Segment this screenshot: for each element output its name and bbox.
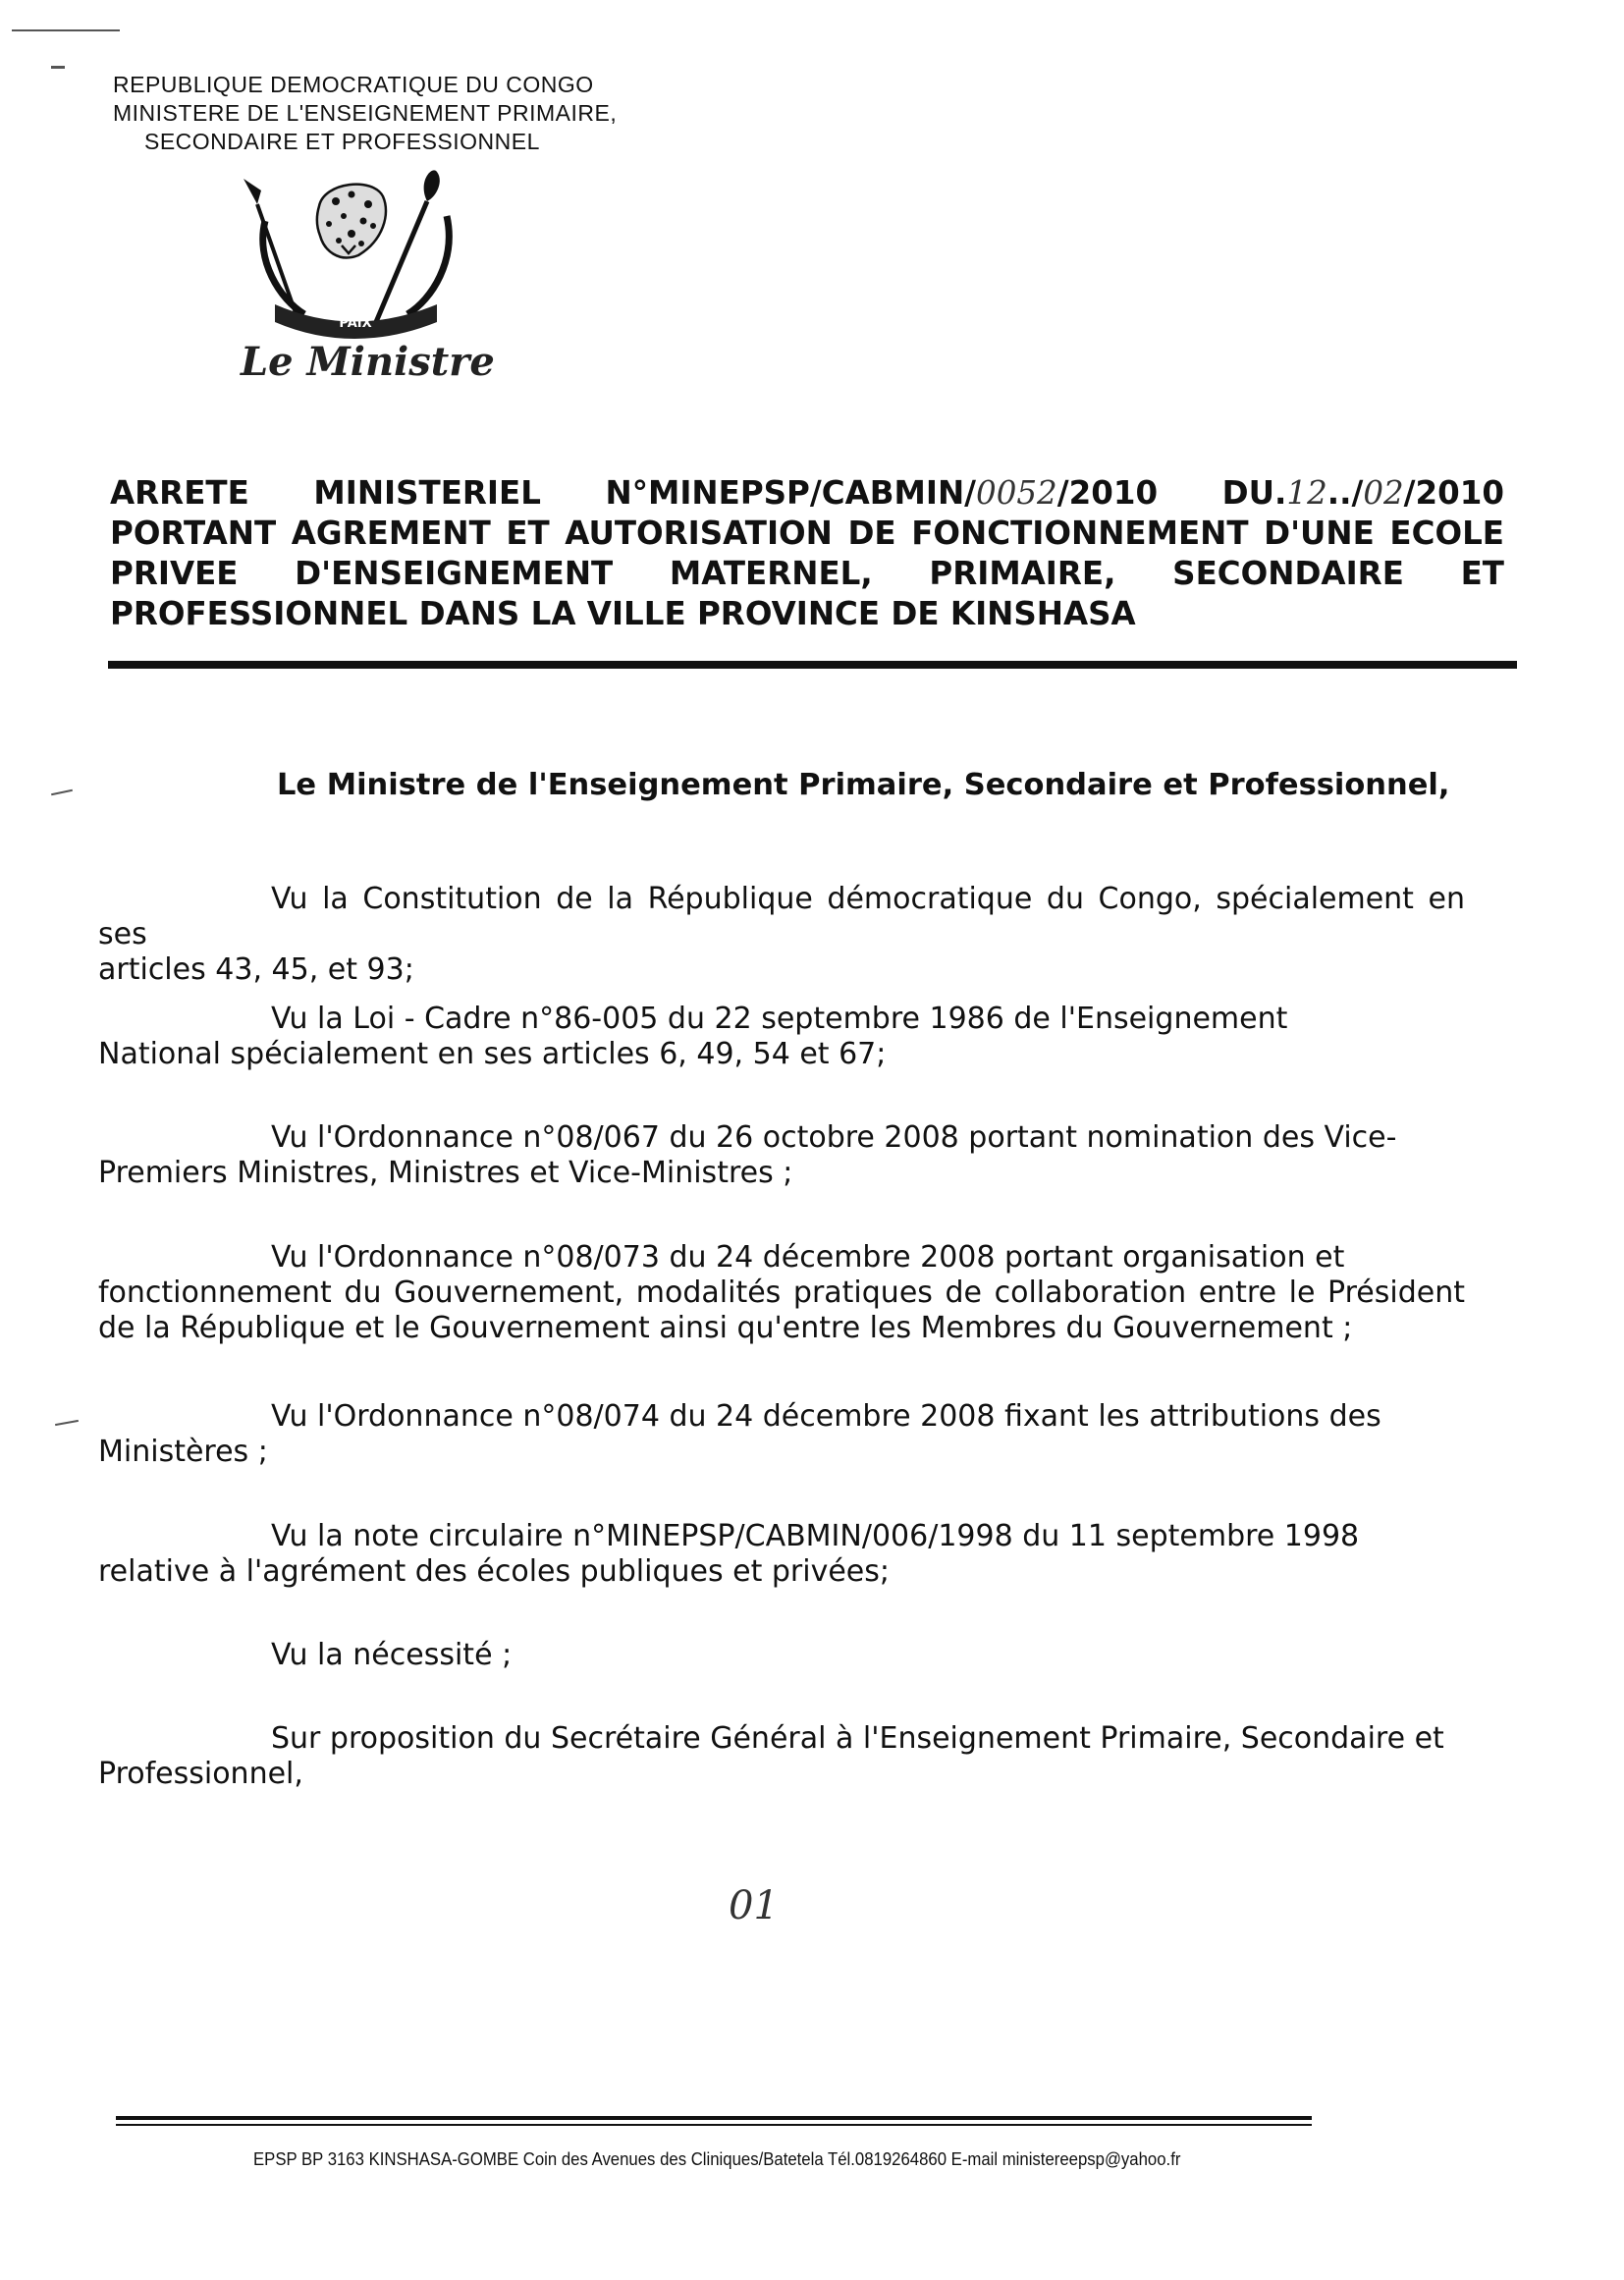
consideration-ordonnance-074: Vu l'Ordonnance n°08/074 du 24 décembre 2008 fixant les attributions des Ministères ; xyxy=(98,1399,1381,1469)
coat-of-arms-emblem xyxy=(226,167,491,353)
consideration-loi-cadre: Vu la Loi - Cadre n°86-005 du 22 septembre 1986 de l'Enseignement National spécialement en ses articles 6, 49, 54 et 67; xyxy=(98,1002,1288,1071)
minister-signature-title: Le Ministre xyxy=(241,339,495,385)
letterhead-country: REPUBLIQUE DEMOCRATIQUE DU CONGO xyxy=(113,72,594,97)
page-number-handwritten: 01 xyxy=(729,1883,779,1928)
scan-artifact xyxy=(12,29,120,31)
consideration-necessite: Vu la nécessité ; xyxy=(271,1638,513,1672)
letterhead-ministry-cont: SECONDAIRE ET PROFESSIONNEL xyxy=(144,129,540,154)
letterhead-ministry: MINISTERE DE L'ENSEIGNEMENT PRIMAIRE, xyxy=(113,100,618,126)
decree-number: N°MINEPSP/CABMIN/0052/2010 xyxy=(605,474,1159,512)
minister-intro: Le Ministre de l'Enseignement Primaire, Secondaire et Professionnel, xyxy=(277,768,1450,802)
decree-title xyxy=(110,473,1504,634)
letterhead xyxy=(113,71,617,156)
decree-title-line-3: PRIVEE D'ENSEIGNEMENT MATERNEL, PRIMAIRE, SECONDAIRE ET xyxy=(110,555,1504,592)
title-divider xyxy=(108,661,1517,669)
scan-artifact xyxy=(55,1420,79,1426)
decree-number-handwritten: 0052 xyxy=(976,474,1057,512)
footer-contact: EPSP BP 3163 KINSHASA-GOMBE Coin des Avenues des Cliniques/Batetela Tél.0819264860 E-mail ministereepsp@yahoo.fr xyxy=(253,2149,1181,2169)
consideration-proposition: Sur proposition du Secrétaire Général à l'Enseignement Primaire, Secondaire et Professionnel, xyxy=(98,1721,1444,1791)
decree-date: DU.12../02/2010 xyxy=(1221,474,1504,512)
decree-title-line-4: PROFESSIONNEL DANS LA VILLE PROVINCE DE KINSHASA xyxy=(110,595,1136,632)
decree-title-line-2: PORTANT AGREMENT ET AUTORISATION DE FONCTIONNEMENT D'UNE ECOLE xyxy=(110,515,1504,552)
leopard-head-icon xyxy=(317,185,386,258)
footer-divider xyxy=(116,2116,1312,2120)
decree-date-day: 12 xyxy=(1286,474,1327,512)
right-spear-icon xyxy=(373,170,440,329)
scan-artifact xyxy=(51,66,65,69)
footer-divider-thin xyxy=(116,2124,1312,2126)
emblem-motto: PAIX xyxy=(339,316,372,331)
consideration-constitution: Vu la Constitution de la République démocratique du Congo, spécialement en ses articles 43, 45, et 93; xyxy=(98,882,1465,987)
scan-artifact xyxy=(51,789,73,796)
decree-title-line-1: ARRETE MINISTERIEL N°MINEPSP/CABMIN/0052/2010 DU.12../02/2010 xyxy=(110,474,1504,512)
decree-date-month: 02 xyxy=(1363,474,1404,512)
consideration-ordonnance-067: Vu l'Ordonnance n°08/067 du 26 octobre 2008 portant nomination des Vice- Premiers Ministres, Ministres et Vice-Ministres ; xyxy=(98,1120,1397,1190)
consideration-note-circulaire: Vu la note circulaire n°MINEPSP/CABMIN/006/1998 du 11 septembre 1998 relative à l'agrément des écoles publiques et privées; xyxy=(98,1519,1360,1589)
consideration-ordonnance-073: Vu l'Ordonnance n°08/073 du 24 décembre 2008 portant organisation et fonctionnement du Gouvernement, modalités pratiques de collaboration entre le Président de la République et le Gouvernement ainsi qu'entre les Membres du Gouvernement ; xyxy=(98,1240,1465,1345)
